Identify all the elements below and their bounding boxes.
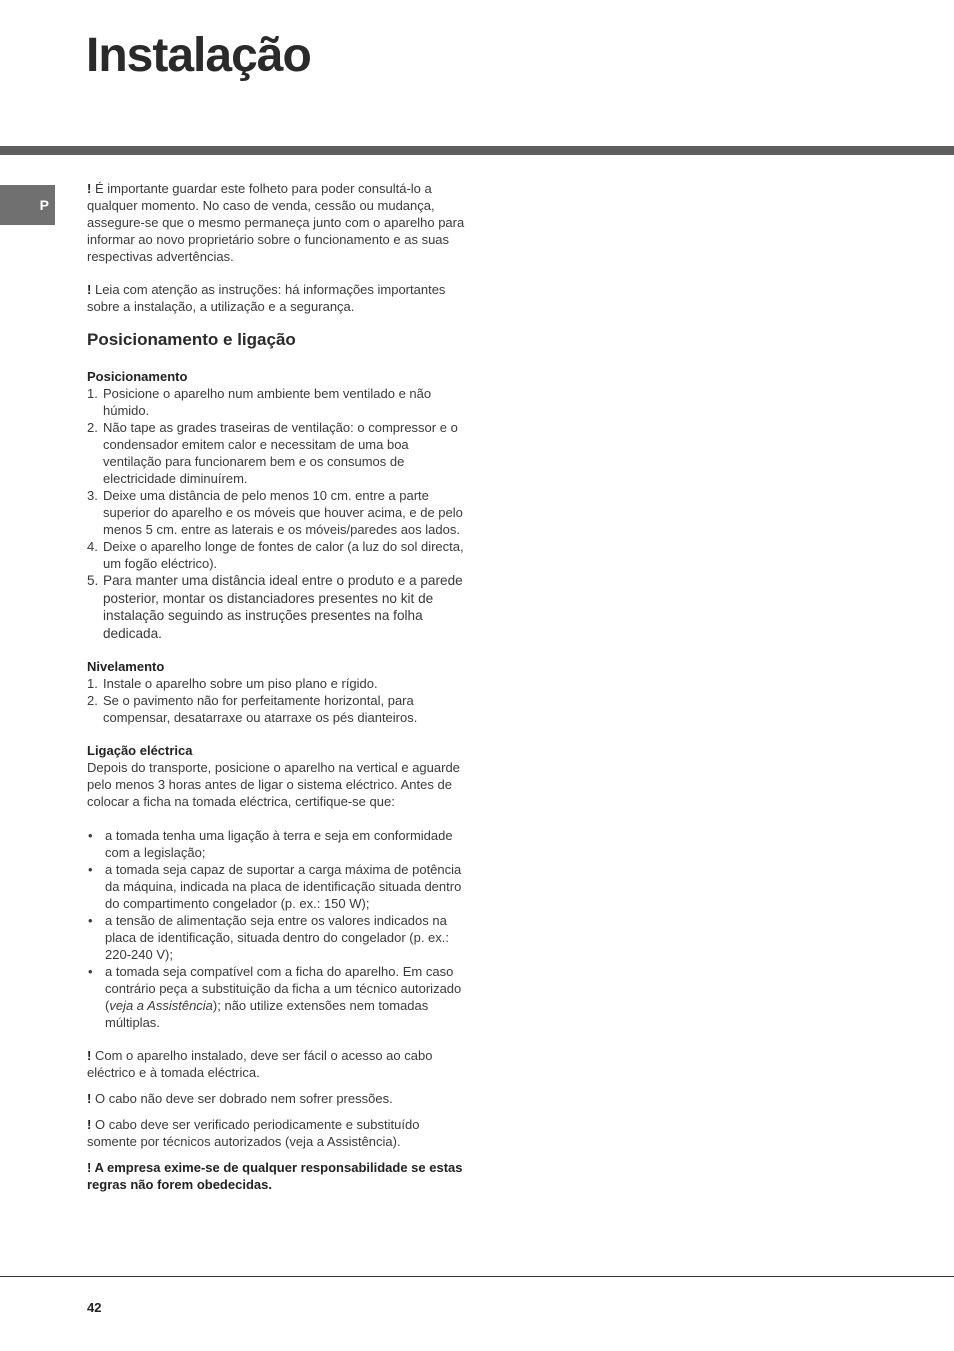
warning-liability: [87, 1159, 467, 1193]
list-item: [87, 419, 467, 487]
electrical-checklist: [87, 827, 467, 1031]
warning-text: Com o aparelho instalado, deve ser fácil o acesso ao cabo eléctrico e à tomada eléctrica.: [87, 1048, 433, 1080]
step-text: Posicione o aparelho num ambiente bem ventilado e não húmido.: [103, 386, 432, 418]
warning-text: O cabo não deve ser dobrado nem sofrer pressões.: [94, 1091, 393, 1106]
header-divider: [0, 146, 954, 155]
step-text: Se o pavimento não for perfeitamente horizontal, para compensar, desatarraxe ou atarraxe os pés dianteiros.: [103, 693, 418, 725]
warning-mark: !: [87, 181, 92, 196]
electrical-block: [87, 742, 467, 1031]
list-item: [87, 692, 467, 726]
warning-cable-access: [87, 1047, 467, 1081]
list-item: [87, 827, 467, 861]
step-number: 2.: [87, 420, 98, 435]
assistance-reference: veja a Assistência: [109, 998, 213, 1013]
step-text: Deixe o aparelho longe de fontes de calor (a luz do sol directa, um fogão eléctrico).: [103, 539, 464, 571]
bullet-text: a tomada seja capaz de suportar a carga máxima de potência da máquina, indicada na placa de identificação situada dentro do compartimento congelador (p. ex.: 150 W);: [105, 862, 462, 911]
step-text: Deixe uma distância de pelo menos 10 cm. entre a parte superior do aparelho e os móveis que houver acima, e de pelo menos 5 cm. entre as laterais e os móveis/paredes aos lados.: [103, 488, 463, 537]
intro-note-text: Leia com atenção as instruções: há informações importantes sobre a instalação, a utilização e a segurança.: [87, 282, 446, 314]
bullet-text: a tomada tenha uma ligação à terra e seja em conformidade com a legislação;: [105, 828, 453, 860]
subsection-title-positioning: Posicionamento: [87, 369, 188, 384]
leveling-steps: [87, 675, 467, 726]
subsection-title-electrical: Ligação eléctrica: [87, 743, 193, 758]
bullet: •: [88, 828, 93, 843]
list-item: [87, 963, 467, 1031]
warning-mark: !: [87, 1048, 92, 1063]
intro-note-keep-manual: [87, 180, 467, 265]
warning-mark: !: [87, 1160, 92, 1175]
bullet: •: [88, 913, 93, 928]
bullet: •: [88, 862, 93, 877]
step-number: 2.: [87, 693, 98, 708]
positioning-steps: [87, 385, 467, 642]
step-text: Instale o aparelho sobre um piso plano e rígido.: [103, 676, 378, 691]
step-number: 5.: [87, 573, 99, 588]
step-number: 1.: [87, 676, 98, 691]
intro-note-text: É importante guardar este folheto para poder consultá-lo a qualquer momento. No caso de venda, cessão ou mudança, assegure-se que o mesmo permaneça junto com o aparelho para informar ao novo proprietário sobre o funcionamento e as suas respectivas advertências.: [87, 181, 465, 264]
step-text: Não tape as grades traseiras de ventilação: o compressor e o condensador emitem calor e necessitam de uma boa ventilação para funcionarem bem e os consumos de electricidade diminuírem.: [103, 420, 458, 486]
intro-note-read-instructions: [87, 281, 467, 315]
list-item: [87, 572, 467, 642]
bullet-text: a tensão de alimentação seja entre os valores indicados na placa de identificação, situada dentro do congelador (p. ex.: 220-240 V);: [105, 913, 450, 962]
warning-mark: !: [87, 1091, 92, 1106]
warning-cable-check: [87, 1116, 467, 1150]
warning-text: A empresa exime-se de qualquer responsabilidade se estas regras não forem obedecidas.: [87, 1160, 463, 1192]
positioning-block: [87, 368, 467, 642]
step-number: 3.: [87, 488, 98, 503]
bullet-text: a tomada seja compatível com a ficha do aparelho. Em caso contrário peça a substituição da ficha a um técnico autorizado (: [105, 964, 462, 1013]
section-title: Posicionamento e ligação: [87, 330, 296, 349]
list-item: [87, 912, 467, 963]
step-number: 1.: [87, 386, 98, 401]
bullet: •: [88, 964, 93, 979]
electrical-intro: Depois do transporte, posicione o aparelho na vertical e aguarde pelo menos 3 horas antes de ligar o sistema eléctrico. Antes de colocar a ficha na tomada eléctrica, certifique-se que:: [87, 760, 460, 809]
list-item: [87, 675, 467, 692]
warning-mark: !: [87, 1117, 92, 1132]
list-item: [87, 861, 467, 912]
list-item: [87, 385, 467, 419]
main-content: [87, 180, 467, 1193]
bullet-text: ); não utilize extensões nem tomadas múltiplas.: [105, 998, 429, 1030]
subsection-title-leveling: Nivelamento: [87, 659, 165, 674]
list-item: [87, 487, 467, 538]
footer-divider: [0, 1276, 954, 1277]
page-title: Instalação: [86, 29, 311, 82]
warning-mark: !: [87, 282, 92, 297]
step-text: Para manter uma distância ideal entre o produto e a parede posterior, montar os distanciadores presentes no kit de instalação seguindo as instruções presentes na folha dedicada.: [103, 573, 463, 641]
page-number: 42: [87, 1300, 102, 1315]
leveling-block: [87, 658, 467, 726]
step-number: 4.: [87, 539, 98, 554]
warning-text: O cabo deve ser verificado periodicamente e substituído somente por técnicos autorizados (veja a Assistência).: [87, 1117, 420, 1149]
list-item: [87, 538, 467, 572]
language-tab: P: [0, 185, 55, 225]
warning-cable-bending: [87, 1090, 467, 1107]
